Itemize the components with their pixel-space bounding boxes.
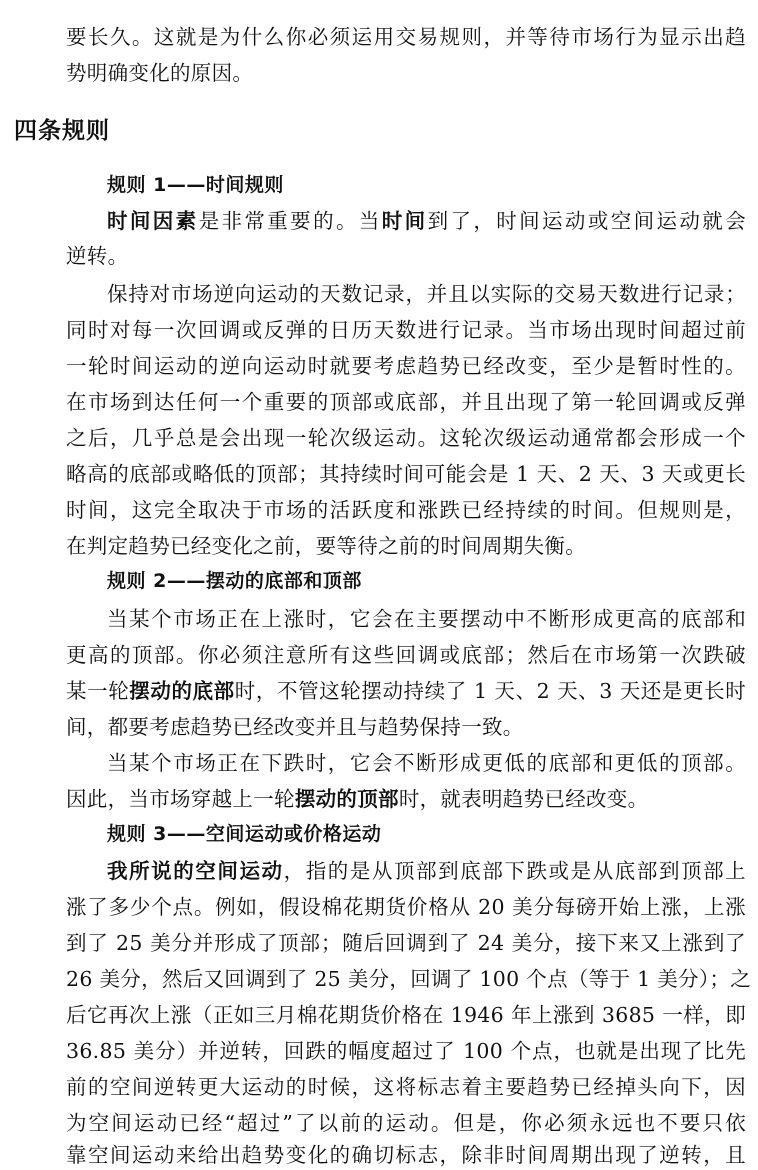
rule-3-line-4: 26 美分，然后又回调到了 25 美分，回调了 100 个点（等于 1 美分）；之 [66, 967, 752, 991]
text-span: 因此，当市场穿越上一轮 [66, 787, 295, 811]
rule-2-p2-line-2 [66, 784, 648, 814]
rule-3-line-9: 靠空间运动来给出趋势变化的确切标志，除非时间周期出现了逆转，且 [66, 1143, 746, 1167]
rule-3-line-3: 到了 25 美分并形成了顶部；随后回调到了 24 美分，接下来又上涨到了 [66, 931, 746, 955]
bold-term: 时间 [381, 209, 428, 233]
rule-2-p1-line-4: 间，都要考虑趋势已经改变并且与趋势保持一致。 [66, 715, 524, 739]
rule-3-heading: 规则 3——空间运动或价格运动 [107, 823, 382, 845]
bold-term: 摆动的顶部 [294, 787, 399, 811]
rule-1-p2-line-2: 同时对每一次回调或反弹的日历天数进行记录。当市场出现时间超过前 [66, 318, 746, 342]
bold-term: 摆动的底部 [129, 679, 235, 703]
bold-term: 我所说的空间运动 [107, 859, 284, 883]
rule-3-line-6: 36.85 美分）并逆转，回跌的幅度超过了 100 个点，也就是出现了比先 [66, 1039, 746, 1063]
rule-1-p2-line-8: 在判定趋势已经变化之前，要等待之前的时间周期失衡。 [66, 534, 586, 558]
rule-2-heading: 规则 2——摆动的底部和顶部 [107, 570, 362, 592]
bold-term: 时间因素 [107, 209, 199, 233]
rule-2-p1-line-2: 更高的顶部。你必须注意所有这些回调或底部；然后在市场第一次跌破 [66, 643, 746, 667]
text-span: ，指的是从顶部到底部下跌或是从底部到顶部上 [283, 859, 746, 883]
intro-line-2: 势明确变化的原因。 [66, 61, 254, 85]
text-span: 是非常重要的。当 [198, 209, 382, 233]
intro-line-1: 要长久。这就是为什么你必须运用交易规则，并等待市场行为显示出趋 [66, 25, 746, 49]
text-span: 时，不管这轮摆动持续了 1 天、2 天、3 天还是更长时 [234, 679, 746, 703]
rule-3-p1-line-1 [107, 856, 746, 886]
rule-2-p1-line-1: 当某个市场正在上涨时，它会在主要摆动中不断形成更高的底部和 [107, 607, 746, 631]
rule-1-p2-line-1: 保持对市场逆向运动的天数记录，并且以实际的交易天数进行记录； [107, 282, 746, 306]
rule-3-line-7: 前的空间逆转更大运动的时候，这将标志着主要趋势已经掉头向下，因 [66, 1075, 746, 1099]
rule-2-p1-line-3 [66, 676, 746, 706]
text-span: 时，就表明趋势已经改变。 [398, 787, 649, 811]
rule-3-line-5: 后它再次上涨（正如三月棉花期货价格在 1946 年上涨到 3685 一样，即 [66, 1003, 746, 1027]
rule-3-line-8: 为空间运动已经“超过”了以前的运动。但是，你必须永远也不要只依 [66, 1111, 746, 1135]
text-span: 到了，时间运动或空间运动就会 [427, 209, 747, 233]
rule-1-p1-line-2: 逆转。 [66, 244, 129, 268]
rule-1-p2-line-3: 一轮时间运动的逆向运动时就要考虑趋势已经改变，至少是暂时性的。 [66, 354, 746, 378]
section-title: 四条规则 [14, 118, 110, 144]
rule-1-p2-line-4: 在市场到达任何一个重要的顶部或底部，并且出现了第一轮回调或反弹 [66, 390, 746, 414]
rule-2-p2-line-1: 当某个市场正在下跌时，它会不断形成更低的底部和更低的顶部。 [107, 751, 746, 775]
text-span: 某一轮 [66, 679, 130, 703]
rule-1-p1-line-1 [107, 206, 746, 236]
rule-1-p2-line-7: 时间，这完全取决于市场的活跃度和涨跌已经持续的时间。但规则是， [66, 498, 746, 522]
rule-3-line-2: 涨了多少个点。例如，假设棉花期货价格从 20 美分每磅开始上涨，上涨 [66, 895, 746, 919]
rule-1-p2-line-5: 之后，几乎总是会出现一轮次级运动。这轮次级运动通常都会形成一个 [66, 426, 746, 450]
rule-1-heading: 规则 1——时间规则 [107, 174, 284, 196]
rule-1-p2-line-6: 略高的底部或略低的顶部；其持续时间可能会是 1 天、2 天、3 天或更长 [66, 462, 746, 486]
